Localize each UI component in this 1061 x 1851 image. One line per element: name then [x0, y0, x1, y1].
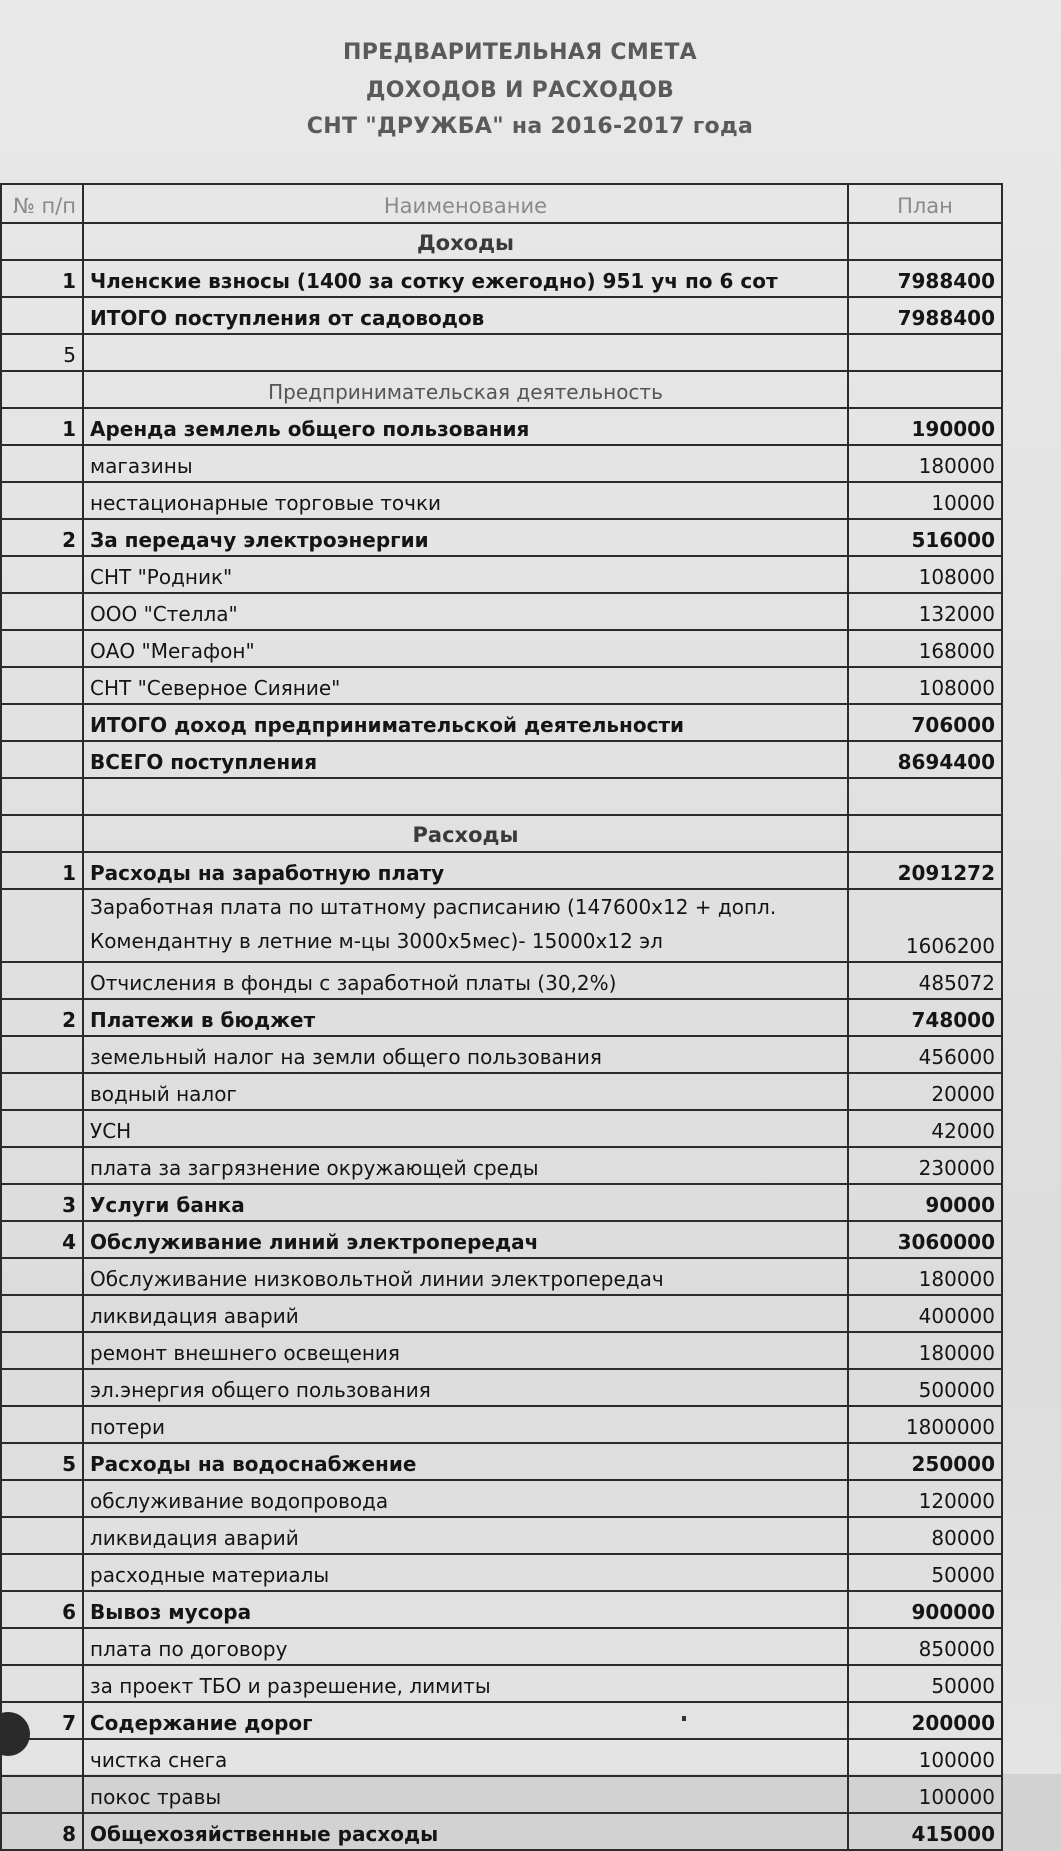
- row-number: 1: [1, 408, 83, 445]
- row-plan-value: 90000: [848, 1184, 1002, 1221]
- row-plan-value: 108000: [848, 667, 1002, 704]
- row-name: Аренда землель общего пользования: [83, 408, 848, 445]
- row-plan-value: 50000: [848, 1665, 1002, 1702]
- row-plan-value: 100000: [848, 1739, 1002, 1776]
- row-number: 1: [1, 260, 83, 297]
- table-row: [1, 1036, 1002, 1073]
- row-number: [1, 1628, 83, 1665]
- header-name: Наименование: [83, 184, 848, 223]
- header-num: № п/п: [1, 184, 83, 223]
- row-name: Обслуживание низковольтной линии электропередач: [83, 1258, 848, 1295]
- table-row: [1, 482, 1002, 519]
- row-plan-value: 190000: [848, 408, 1002, 445]
- table-row: [1, 1332, 1002, 1369]
- table-row: [1, 1221, 1002, 1258]
- row-plan-value: 120000: [848, 1480, 1002, 1517]
- row-plan-value: 900000: [848, 1591, 1002, 1628]
- row-name: водный налог: [83, 1073, 848, 1110]
- row-name: Содержание дорог: [83, 1702, 848, 1739]
- table-row: [1, 223, 1002, 260]
- row-name: ВСЕГО поступления: [83, 741, 848, 778]
- row-name: ИТОГО поступления от садоводов: [83, 297, 848, 334]
- row-name: Расходы на водоснабжение: [83, 1443, 848, 1480]
- row-number: 8: [1, 1813, 83, 1850]
- row-plan-value: 230000: [848, 1147, 1002, 1184]
- row-plan-value: 10000: [848, 482, 1002, 519]
- table-row: [1, 1480, 1002, 1517]
- row-number: [1, 1147, 83, 1184]
- row-number: 1: [1, 852, 83, 889]
- row-plan-value: 1606200: [848, 889, 1002, 962]
- row-name: земельный налог на земли общего пользования: [83, 1036, 848, 1073]
- row-plan-value: [848, 815, 1002, 852]
- row-plan-value: 456000: [848, 1036, 1002, 1073]
- table-row: [1, 1665, 1002, 1702]
- row-name: за проект ТБО и разрешение, лимиты: [83, 1665, 848, 1702]
- table-row: [1, 1295, 1002, 1332]
- row-name: расходные материалы: [83, 1554, 848, 1591]
- row-name: чистка снега: [83, 1739, 848, 1776]
- row-plan-value: 108000: [848, 556, 1002, 593]
- row-plan-value: 1800000: [848, 1406, 1002, 1443]
- table-row: [1, 1406, 1002, 1443]
- row-plan-value: 180000: [848, 445, 1002, 482]
- table-row: [1, 815, 1002, 852]
- row-plan-value: [848, 223, 1002, 260]
- row-name-line-1: Заработная плата по штатному расписанию (147600х12 + допл.: [90, 895, 777, 919]
- row-plan-value: [848, 371, 1002, 408]
- row-name: СНТ "Родник": [83, 556, 848, 593]
- table-row: [1, 778, 1002, 815]
- paper-mark: [682, 1716, 686, 1721]
- row-name: плата по договору: [83, 1628, 848, 1665]
- row-plan-value: 180000: [848, 1258, 1002, 1295]
- row-name: Членские взносы (1400 за сотку ежегодно) 951 уч по 6 сот: [83, 260, 848, 297]
- row-number: [1, 1110, 83, 1147]
- row-plan-value: 485072: [848, 962, 1002, 999]
- row-plan-value: 400000: [848, 1295, 1002, 1332]
- header-plan: План: [848, 184, 1002, 223]
- row-plan-value: 7988400: [848, 297, 1002, 334]
- row-number: [1, 1258, 83, 1295]
- row-plan-value: 7988400: [848, 260, 1002, 297]
- table-row: [1, 630, 1002, 667]
- table-row: [1, 704, 1002, 741]
- table-row: [1, 334, 1002, 371]
- table-row: [1, 1813, 1002, 1850]
- row-name: Отчисления в фонды с заработной платы (30,2%): [83, 962, 848, 999]
- row-number: [1, 667, 83, 704]
- row-number: [1, 297, 83, 334]
- row-name: СНТ "Северное Сияние": [83, 667, 848, 704]
- row-number: [1, 556, 83, 593]
- table-row: [1, 1369, 1002, 1406]
- row-name: Предпринимательская деятельность: [83, 371, 848, 408]
- row-name: ремонт внешнего освещения: [83, 1332, 848, 1369]
- row-number: [1, 1517, 83, 1554]
- row-number: 4: [1, 1221, 83, 1258]
- row-plan-value: 500000: [848, 1369, 1002, 1406]
- row-plan-value: [848, 334, 1002, 371]
- row-plan-value: 3060000: [848, 1221, 1002, 1258]
- row-plan-value: 132000: [848, 593, 1002, 630]
- table-header-row: [1, 184, 1002, 223]
- row-number: 2: [1, 519, 83, 556]
- row-number: [1, 741, 83, 778]
- row-number: [1, 1332, 83, 1369]
- table-row: [1, 1073, 1002, 1110]
- table-row: [1, 445, 1002, 482]
- row-number: [1, 223, 83, 260]
- row-name: эл.энергия общего пользования: [83, 1369, 848, 1406]
- row-plan-value: 80000: [848, 1517, 1002, 1554]
- row-number: [1, 1665, 83, 1702]
- budget-table: [0, 183, 1003, 1851]
- row-name: обслуживание водопровода: [83, 1480, 848, 1517]
- table-row: [1, 1517, 1002, 1554]
- table-row: [1, 741, 1002, 778]
- row-plan-value: 180000: [848, 1332, 1002, 1369]
- row-name: магазины: [83, 445, 848, 482]
- row-name: нестационарные торговые точки: [83, 482, 848, 519]
- table-body: [1, 223, 1002, 1850]
- row-name: плата за загрязнение окружающей среды: [83, 1147, 848, 1184]
- table-row: [1, 1628, 1002, 1665]
- row-number: [1, 1406, 83, 1443]
- row-name: УСН: [83, 1110, 848, 1147]
- row-number: 5: [1, 1443, 83, 1480]
- table-row: [1, 408, 1002, 445]
- row-plan-value: 516000: [848, 519, 1002, 556]
- table-row: [1, 1110, 1002, 1147]
- row-name: Доходы: [83, 223, 848, 260]
- row-plan-value: 8694400: [848, 741, 1002, 778]
- row-name: [83, 334, 848, 371]
- row-plan-value: 168000: [848, 630, 1002, 667]
- row-number: [1, 889, 83, 962]
- row-plan-value: 415000: [848, 1813, 1002, 1850]
- row-plan-value: 42000: [848, 1110, 1002, 1147]
- table-row: [1, 1184, 1002, 1221]
- table-row: [1, 1443, 1002, 1480]
- document-title-line-2: ДОХОДОВ И РАСХОДОВ: [365, 78, 675, 103]
- row-name: [83, 778, 848, 815]
- row-number: 3: [1, 1184, 83, 1221]
- row-number: 6: [1, 1591, 83, 1628]
- row-number: [1, 962, 83, 999]
- row-number: [1, 778, 83, 815]
- row-plan-value: 706000: [848, 704, 1002, 741]
- row-number: [1, 1554, 83, 1591]
- table-row: [1, 962, 1002, 999]
- table-row: [1, 667, 1002, 704]
- row-number: [1, 815, 83, 852]
- row-name: За передачу электроэнергии: [83, 519, 848, 556]
- row-number: [1, 482, 83, 519]
- row-number: [1, 1295, 83, 1332]
- row-name: Платежи в бюджет: [83, 999, 848, 1036]
- row-name: Общехозяйственные расходы: [83, 1813, 848, 1850]
- table-row: [1, 1554, 1002, 1591]
- row-name: покос травы: [83, 1776, 848, 1813]
- row-name: ОАО "Мегафон": [83, 630, 848, 667]
- row-name: Вывоз мусора: [83, 1591, 848, 1628]
- table-row: [1, 889, 1002, 962]
- table-row: [1, 260, 1002, 297]
- row-number: 2: [1, 999, 83, 1036]
- row-number: [1, 704, 83, 741]
- table-row: [1, 999, 1002, 1036]
- row-plan-value: 200000: [848, 1702, 1002, 1739]
- row-plan-value: [848, 778, 1002, 815]
- row-number: [1, 1036, 83, 1073]
- row-plan-value: 50000: [848, 1554, 1002, 1591]
- row-number: [1, 1073, 83, 1110]
- row-name: Услуги банка: [83, 1184, 848, 1221]
- row-number: [1, 1776, 83, 1813]
- row-name: ИТОГО доход предпринимательской деятельности: [83, 704, 848, 741]
- row-name: потери: [83, 1406, 848, 1443]
- row-number: [1, 1369, 83, 1406]
- document-title-line-1: ПРЕДВАРИТЕЛЬНАЯ СМЕТА: [342, 40, 697, 65]
- table-row: [1, 556, 1002, 593]
- row-plan-value: 748000: [848, 999, 1002, 1036]
- table-row: [1, 371, 1002, 408]
- table-row: [1, 593, 1002, 630]
- table-row: [1, 1776, 1002, 1813]
- row-number: [1, 630, 83, 667]
- table-row: [1, 1739, 1002, 1776]
- table-row: [1, 1258, 1002, 1295]
- row-name: Расходы на заработную плату: [83, 852, 848, 889]
- row-plan-value: 20000: [848, 1073, 1002, 1110]
- row-name: ООО "Стелла": [83, 593, 848, 630]
- row-number: 5: [1, 334, 83, 371]
- row-plan-value: 250000: [848, 1443, 1002, 1480]
- table-row: [1, 297, 1002, 334]
- row-name: ликвидация аварий: [83, 1517, 848, 1554]
- row-plan-value: 2091272: [848, 852, 1002, 889]
- table-row: [1, 1591, 1002, 1628]
- row-name: Расходы: [83, 815, 848, 852]
- table-row: [1, 1147, 1002, 1184]
- row-name: ликвидация аварий: [83, 1295, 848, 1332]
- row-number: 7: [1, 1702, 83, 1739]
- row-number: [1, 445, 83, 482]
- table-row: [1, 519, 1002, 556]
- row-number: [1, 371, 83, 408]
- table-row: [1, 1702, 1002, 1739]
- row-plan-value: 850000: [848, 1628, 1002, 1665]
- table-row: [1, 852, 1002, 889]
- row-number: [1, 1480, 83, 1517]
- row-name-line-2: Комендантну в летние м-цы 3000х5мес)- 15000х12 эл: [90, 929, 663, 953]
- row-name: [83, 889, 848, 962]
- row-name: Обслуживание линий электропередач: [83, 1221, 848, 1258]
- document-title-line-3: СНТ "ДРУЖБА" на 2016-2017 года: [306, 114, 754, 139]
- row-number: [1, 593, 83, 630]
- row-plan-value: 100000: [848, 1776, 1002, 1813]
